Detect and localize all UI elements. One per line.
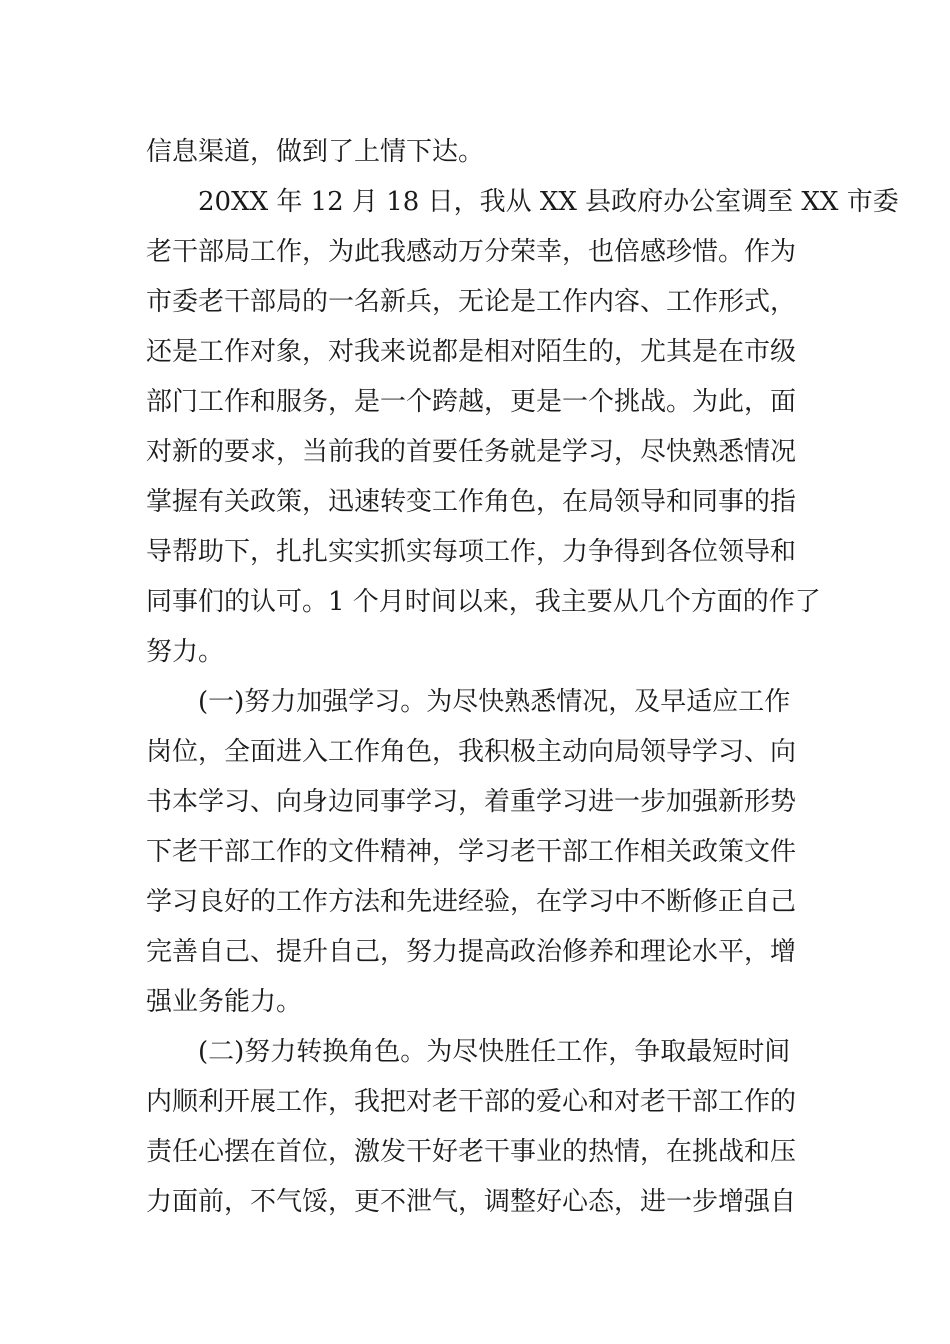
text-line: 责任心摆在首位，激发干好老干事业的热情，在挑战和压 — [146, 1137, 797, 1167]
text-line: 完善自己、提升自己，努力提高政治修养和理论水平，增 — [146, 937, 797, 967]
text-line: 掌握有关政策，迅速转变工作角色，在局领导和同事的指 — [146, 487, 797, 517]
text-line: 老干部局工作，为此我感动万分荣幸，也倍感珍惜。作为 — [146, 237, 797, 267]
text-line: 努力。 — [146, 637, 225, 667]
paragraph-first-line: 20XX 年 12 月 18 日，我从 XX 县政府办公室调至 XX 市委 — [198, 187, 899, 217]
text-line: 对新的要求，当前我的首要任务就是学习，尽快熟悉情况 — [146, 437, 797, 467]
text-line: 强业务能力。 — [146, 987, 303, 1017]
text-line: 导帮助下，扎扎实实抓实每项工作，力争得到各位领导和 — [146, 537, 797, 567]
text-line: 学习良好的工作方法和先进经验，在学习中不断修正自己 — [146, 887, 797, 917]
text-line: 岗位，全面进入工作角色，我积极主动向局领导学习、向 — [146, 737, 797, 767]
paragraph-first-line: (二)努力转换角色。为尽快胜任工作，争取最短时间 — [198, 1037, 791, 1067]
text-line: 书本学习、向身边同事学习，着重学习进一步加强新形势 — [146, 787, 797, 817]
text-line: 市委老干部局的一名新兵，无论是工作内容、工作形式， — [146, 287, 797, 317]
text-line: 下老干部工作的文件精神，学习老干部工作相关政策文件 — [146, 837, 797, 867]
text-line: 同事们的认可。1 个月时间以来，我主要从几个方面的作了 — [146, 587, 821, 617]
text-line: 力面前，不气馁，更不泄气，调整好心态，进一步增强自 — [146, 1187, 797, 1217]
text-line: 还是工作对象，对我来说都是相对陌生的，尤其是在市级 — [146, 337, 797, 367]
paragraph-first-line: (一)努力加强学习。为尽快熟悉情况，及早适应工作 — [198, 687, 791, 717]
text-line: 信息渠道，做到了上情下达。 — [146, 137, 485, 167]
text-line: 部门工作和服务，是一个跨越，更是一个挑战。为此，面 — [146, 387, 797, 417]
text-line: 内顺利开展工作，我把对老干部的爱心和对老干部工作的 — [146, 1087, 797, 1117]
